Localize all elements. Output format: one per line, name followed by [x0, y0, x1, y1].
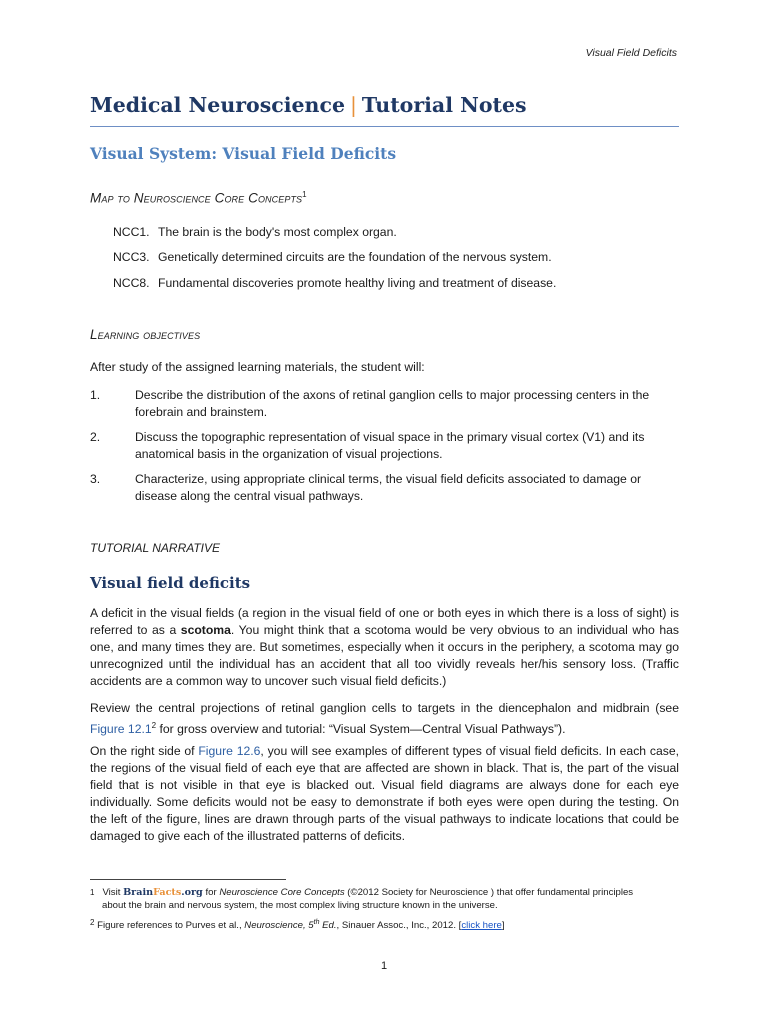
footnote-text: Visit	[102, 887, 124, 898]
footnote-text: about the brain and nervous system, the most complex living structure known in the universe.	[102, 900, 498, 911]
footnote-text: Figure references to Purves et al.,	[94, 920, 245, 932]
paragraph-text: Review the central projections of retinal ganglion cells to targets in the diencephalon and midbrain (see	[90, 701, 679, 715]
brainfacts-logo-facts[interactable]: Facts	[153, 887, 182, 898]
footnote-rule	[90, 879, 286, 880]
ncc-text: The brain is the body's most complex organ.	[158, 225, 397, 239]
footnote-ref-2[interactable]: 2	[151, 721, 157, 730]
learning-objectives-heading: Learning objectives	[90, 327, 201, 342]
page-number: 1	[380, 960, 388, 972]
objective-item	[90, 471, 680, 505]
footnote-italic: Neuroscience Core Concepts	[219, 887, 345, 898]
document-subtitle: Visual System: Visual Field Deficits	[90, 144, 397, 163]
footnote-2	[90, 916, 690, 932]
footnote-text: for	[202, 887, 220, 898]
running-header: Visual Field Deficits	[585, 47, 677, 59]
footnote-2-mark: 2	[90, 918, 95, 927]
objective-number: 1.	[90, 388, 101, 402]
objective-text: Discuss the topographic representation of visual space in the primary visual cortex (V1) and its anatomical basis in the organization of visual projections.	[135, 430, 645, 461]
title-separator: |	[350, 93, 357, 117]
section-title: Visual field deficits	[90, 574, 251, 592]
objective-number: 2.	[90, 430, 101, 444]
objectives-intro: After study of the assigned learning materials, the student will:	[90, 360, 425, 374]
objective-item	[90, 429, 680, 463]
paragraph-figure-12-6	[90, 743, 679, 845]
document-title	[90, 93, 527, 117]
ncc-code: NCC1.	[113, 225, 150, 239]
objective-item	[90, 387, 680, 421]
footnote-1	[90, 886, 690, 912]
footnote-italic: Ed.	[319, 920, 337, 932]
footnote-1-mark: 1	[90, 888, 95, 897]
paragraph-text: , you will see examples of different types of visual field deficits. In each case, the regions of the visual field of each eye that are affected are shown in black. That is, the part of the visual field that is not visible in that eye is blacked out. Visual field diagrams are always done for each eye individually. Some deficits would not be easy to demonstrate if both eyes were open during the testing. On the left of the figure, lines are drawn through parts of the visual pathways to indicate locations that could be damaged to give each of the illustrated patterns of deficits.	[90, 744, 679, 843]
paragraph-projections	[90, 700, 679, 738]
tutorial-narrative-heading: TUTORIAL NARRATIVE	[90, 541, 221, 555]
footnote-text: (©2012 Society for Neuroscience ) that offer fundamental principles	[344, 887, 634, 898]
brainfacts-logo-brain[interactable]: Brain	[123, 887, 154, 898]
ncc-code: NCC8.	[113, 276, 150, 290]
brainfacts-logo-org[interactable]: .org	[181, 887, 203, 898]
footnote-text: ]	[501, 920, 505, 932]
paragraph-scotoma	[90, 605, 679, 690]
footnote-italic: Neuroscience, 5	[244, 920, 314, 932]
footnote-sup: th	[313, 919, 320, 926]
objective-number: 3.	[90, 472, 101, 486]
footnote-text: , Sinauer Assoc., Inc., 2012. [	[336, 920, 462, 932]
objective-text: Describe the distribution of the axons of retinal ganglion cells to major processing centers in the forebrain and brainstem.	[135, 388, 650, 419]
click-here-link[interactable]: click here	[461, 920, 502, 932]
paragraph-text: A deficit in the visual fields (a region in the visual field of one or both eyes in which there is a loss of sight) is referred to as a	[90, 606, 679, 637]
core-concepts-heading	[90, 190, 307, 206]
ncc-item	[113, 276, 556, 290]
ncc-text: Genetically determined circuits are the foundation of the nervous system.	[158, 250, 552, 264]
paragraph-text: . You might think that a scotoma would be very obvious to an individual who has one, and many times they are. But sometimes, especially when it occurs in the periphery, a scotoma may go unrecognized until the individual has an accident that all too vividly reveals her/his sensory loss. (Traffic accidents are a common way to uncover such visual field deficits.)	[90, 623, 679, 688]
ncc-code: NCC3.	[113, 250, 150, 264]
ncc-text: Fundamental discoveries promote healthy living and treatment of disease.	[158, 276, 557, 290]
ncc-item	[113, 225, 397, 239]
title-rule	[90, 126, 679, 127]
figure-12-6-link[interactable]: Figure 12.6	[198, 744, 261, 758]
paragraph-text: for gross overview and tutorial: “Visual System—Central Visual Pathways”).	[156, 722, 566, 737]
objective-text: Characterize, using appropriate clinical terms, the visual field deficits associated to damage or disease along the central visual pathways.	[135, 472, 642, 503]
title-left: Medical Neuroscience	[90, 93, 345, 117]
figure-12-1-link[interactable]: Figure 12.1	[90, 722, 152, 737]
paragraph-text: On the right side of	[90, 744, 199, 758]
term-scotoma: scotoma	[180, 623, 231, 637]
footnote-ref-1[interactable]: 1	[302, 190, 307, 199]
core-concepts-heading-text: Map to Neuroscience Core Concepts	[90, 190, 303, 206]
ncc-item	[113, 250, 552, 264]
title-right: Tutorial Notes	[361, 93, 527, 117]
